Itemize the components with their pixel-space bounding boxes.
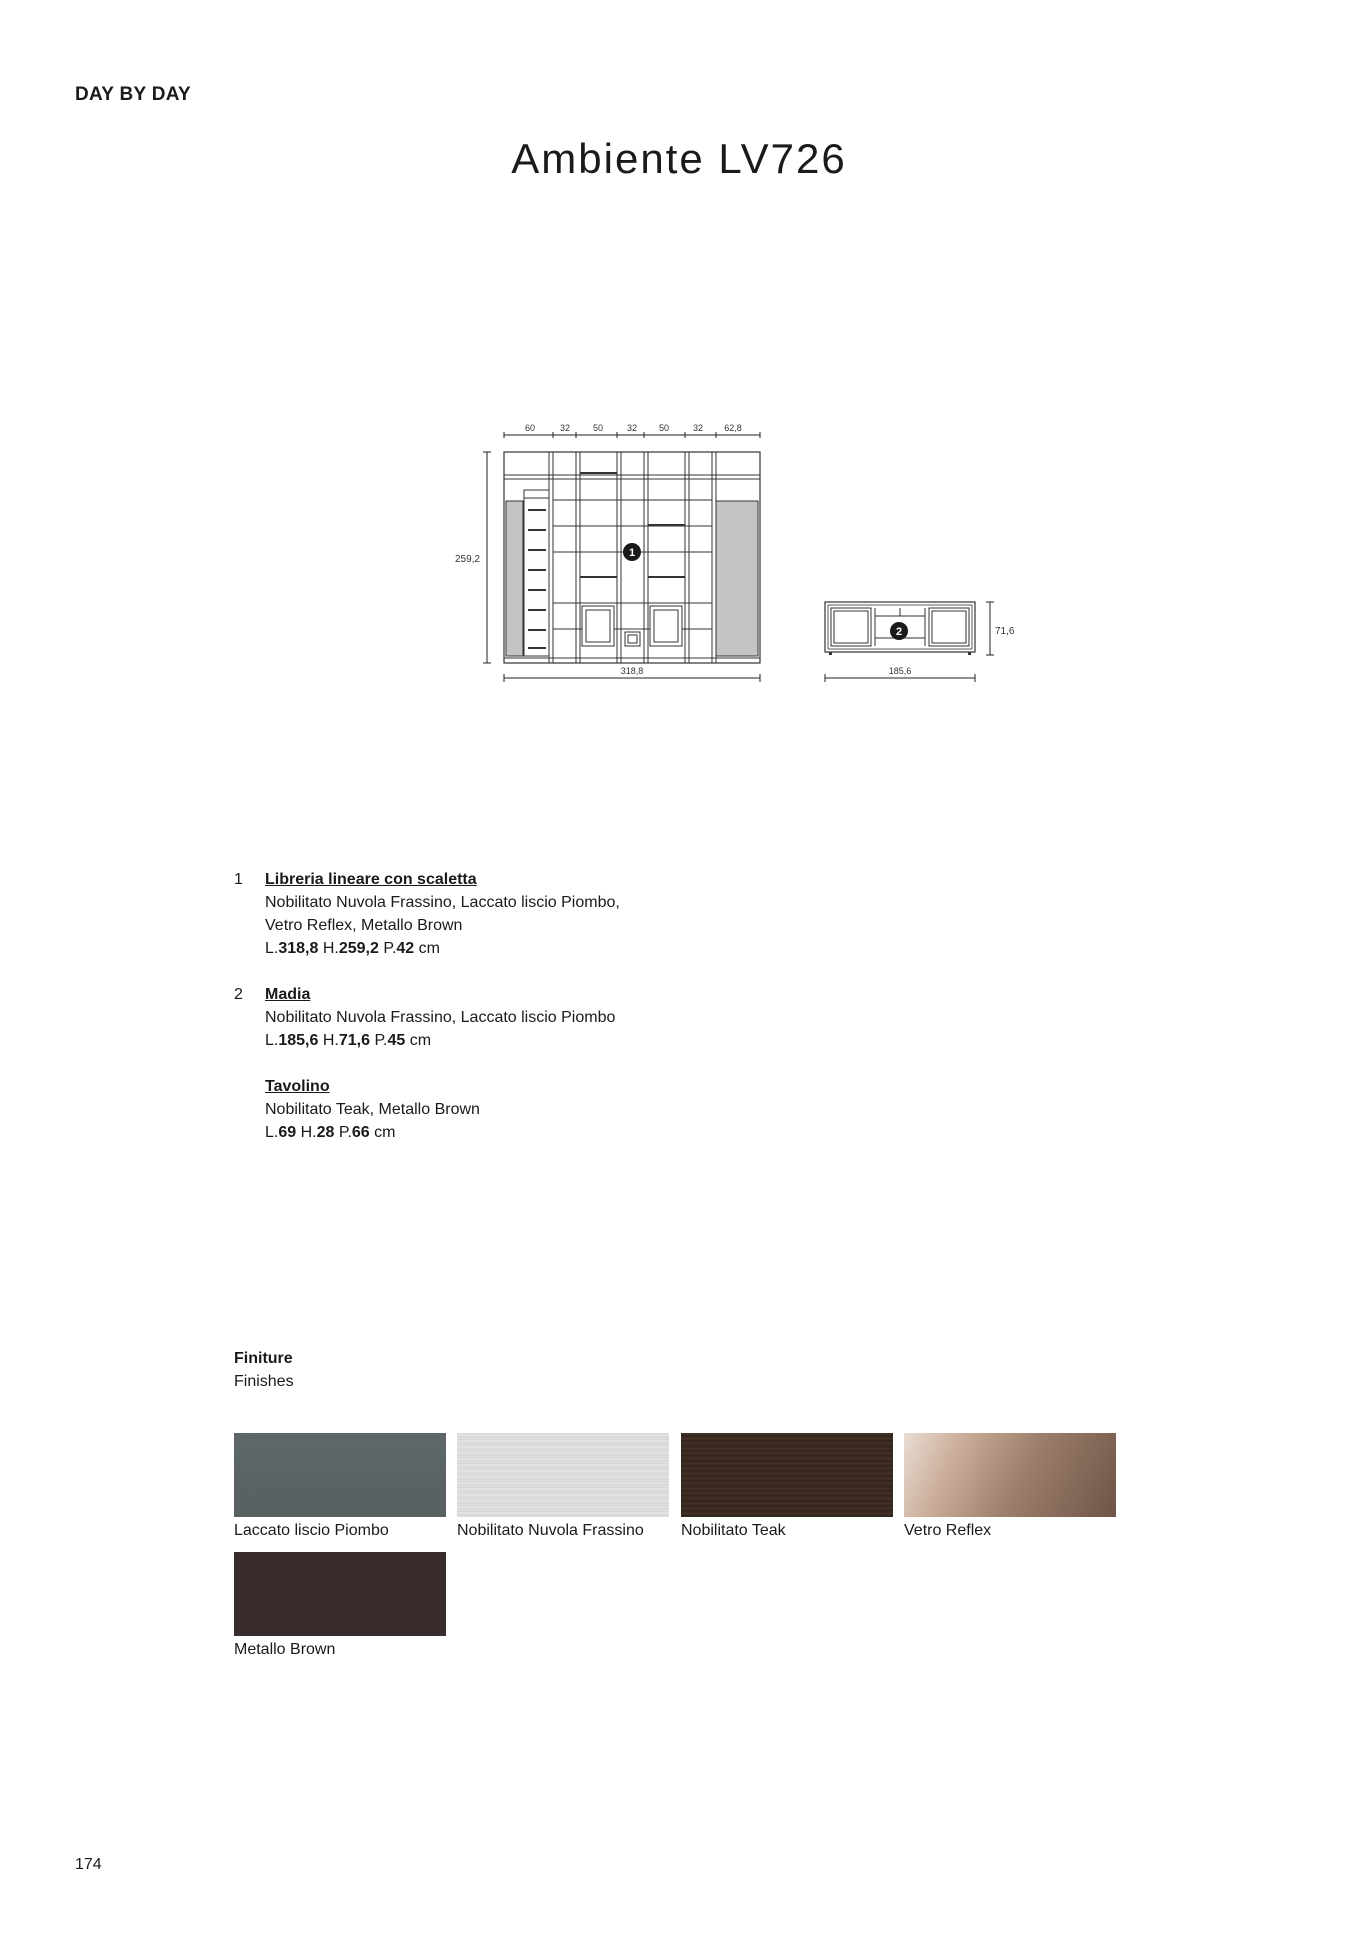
swatch-image xyxy=(681,1433,893,1517)
finishes-title-it: Finiture xyxy=(234,1350,293,1367)
finishes-title-en: Finishes xyxy=(234,1373,294,1390)
finishes-heading xyxy=(234,1347,294,1393)
swatch-label: Vetro Reflex xyxy=(904,1522,992,1539)
item-dims: L.69 H.28 P.66 cm xyxy=(265,1124,396,1141)
finish-swatch xyxy=(234,1552,446,1659)
madia-width-label: 185,6 xyxy=(888,666,912,676)
swatch-label: Nobilitato Nuvola Frassino xyxy=(457,1522,644,1539)
swatch-label: Metallo Brown xyxy=(234,1641,336,1658)
marker-1-label: 1 xyxy=(628,547,636,559)
item-desc: Vetro Reflex, Metallo Brown xyxy=(265,917,463,934)
item-desc: Nobilitato Teak, Metallo Brown xyxy=(265,1101,480,1118)
brand-label: DAY BY DAY xyxy=(75,84,192,105)
dim-label: 50 xyxy=(592,423,604,433)
swatch-image xyxy=(234,1552,446,1636)
product-list xyxy=(234,868,620,1167)
finish-swatch xyxy=(904,1433,1116,1540)
swatch-label: Laccato liscio Piombo xyxy=(234,1522,389,1539)
dim-label: 32 xyxy=(692,423,704,433)
libreria-elevation xyxy=(504,452,760,663)
item-name: Madia xyxy=(265,986,311,1003)
technical-drawing xyxy=(440,410,1040,690)
dim-label: 60 xyxy=(524,423,536,433)
libreria-width-label: 318,8 xyxy=(620,666,644,676)
dim-label: 32 xyxy=(559,423,571,433)
product-item xyxy=(234,1075,620,1144)
item-desc: Nobilitato Nuvola Frassino, Laccato liscio Piombo, xyxy=(265,894,620,911)
dim-label: 50 xyxy=(658,423,670,433)
page-title: Ambiente LV726 xyxy=(511,135,847,182)
item-dims: L.318,8 H.259,2 P.42 cm xyxy=(265,940,440,957)
finish-swatch xyxy=(681,1433,893,1540)
height-dim-label: 259,2 xyxy=(454,554,480,565)
swatch-image xyxy=(234,1433,446,1517)
swatch-label: Nobilitato Teak xyxy=(681,1522,786,1539)
product-item xyxy=(234,983,620,1052)
finish-swatch xyxy=(234,1433,446,1540)
product-item xyxy=(234,868,620,960)
swatch-image xyxy=(457,1433,669,1517)
dim-label: 62,8 xyxy=(724,423,742,433)
swatch-image xyxy=(904,1433,1116,1517)
item-number: 2 xyxy=(234,986,243,1003)
item-dims: L.185,6 H.71,6 P.45 cm xyxy=(265,1032,432,1049)
item-desc: Nobilitato Nuvola Frassino, Laccato liscio Piombo xyxy=(265,1009,616,1026)
dim-label: 32 xyxy=(626,423,638,433)
marker-2-label: 2 xyxy=(895,626,903,638)
finish-swatch xyxy=(457,1433,669,1540)
page-number: 174 xyxy=(75,1856,102,1873)
item-number: 1 xyxy=(234,871,243,888)
madia-height-label: 71,6 xyxy=(995,626,1015,637)
madia-elevation xyxy=(825,602,975,655)
item-name: Libreria lineare con scaletta xyxy=(265,871,477,888)
item-name: Tavolino xyxy=(265,1078,330,1095)
